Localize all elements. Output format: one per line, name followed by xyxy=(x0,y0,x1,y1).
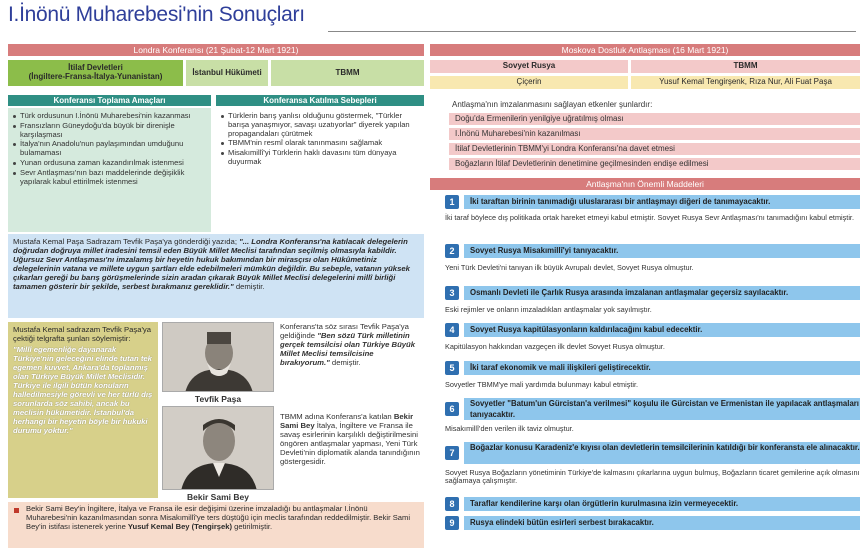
article-row xyxy=(435,323,860,337)
article-row xyxy=(435,398,860,420)
article-row xyxy=(435,244,860,258)
article-note: Kapitülasyon hakkından vazgeçen ilk devlet Sovyet Rusya olmuştur. xyxy=(445,342,665,351)
article-text: İki taraf ekonomik ve mali ilişkileri geliştirecektir. xyxy=(464,361,860,375)
factor-item: İtilaf Devletlerinin TBMM'yi Londra Konferansı'na davet etmesi xyxy=(449,143,860,155)
participation-box xyxy=(216,108,424,232)
yusuf-kemal-name: Yusuf Kemal Bey (Tengirşek) xyxy=(127,521,233,531)
tbmm-delegates-cell: Yusuf Kemal Tengirşenk, Rıza Nur, Ali Fuat Paşa xyxy=(631,76,860,89)
list-item: Yunan ordusuna zaman kazandırılmak istenmesi xyxy=(12,159,207,168)
reply-quote: "Millî egemenliğe dayanarak Türkiye'nin geleceğini elinde tutan tek egemen kuvvet, Ankara'da toplanmış olan Türkiye Büyük Millet Meclisidir. Türkiye ile ilgili bütün konuların halledilmesiyle görevli ve her türlü dış sorunlarda söz sahibi, ancak bu meclisin hükümetidir. İstanbul'da herhangi bir heyetin böyle bir hukuki durumu yoktur." xyxy=(13,345,153,435)
article-note: Yeni Türk Devleti'ni tanıyan ilk büyük Avrupalı devlet, Sovyet Rusya olmuştur. xyxy=(445,263,694,272)
bekir-sami-caption: Bekir Sami Bey xyxy=(187,492,249,502)
article-number: 2 xyxy=(445,244,459,258)
chicherin-cell: Çiçerin xyxy=(430,76,628,89)
participation-list xyxy=(220,112,420,167)
article-note: Eski rejimler ve onların imzaladıkları antlaşmalar yok sayılmıştır. xyxy=(445,305,652,314)
bottom-note xyxy=(8,502,424,548)
article-number: 8 xyxy=(445,497,459,511)
article-note: Misakımillî'den verilen ilk taviz olmuştur. xyxy=(445,424,574,433)
telegram-quote: "... Londra Konferansı'na katılacak delegelerin doğrudan doğruya millet iradesini temsil eden Büyük Millet Meclisi tarafından seçilmiş olmasıyla kabildir. Uğursuz Sevr Antlaşması'nı imzalamış bir heyetin hukuk bakımından bir mirasçısı olan Hükûmetiniz delegelerinin vatana ve millete uygun şartları elde edebilmeleri mümkün değildir. Bu sebeple, vatanın yüksek çıkarları gereği bu barış görüşmelerinde sizin aradan çıkarak Büyük Millet Meclisi delegelerini millî birliği tamamen gösterir bir şekilde, serbest bırakmanız gereklidir." xyxy=(13,237,410,291)
article-number: 3 xyxy=(445,286,459,300)
article-text: Rusya elindeki bütün esirleri serbest bırakacaktır. xyxy=(464,516,860,530)
bekir-text-a: TBMM adına Konferans'a katılan xyxy=(280,412,394,421)
moscow-header: Moskova Dostluk Antlaşması (16 Mart 1921) xyxy=(430,44,860,56)
article-text: İki taraftan birinin tanımadığı uluslararası bir antlaşmayı diğeri de tanımayacaktır. xyxy=(464,195,860,209)
article-row xyxy=(435,442,860,464)
bekir-name: Bekir Sami Bey xyxy=(280,412,414,430)
article-text: Taraflar kendilerine karşı olan örgütlerin kurulmasına izin vermeyecektir. xyxy=(464,497,860,511)
portrait-image xyxy=(163,323,274,392)
tevfik-pasa-photo xyxy=(162,322,274,392)
tevfik-quote: "Ben sözü Türk milletinin gerçek temsilcisi olan Türkiye Büyük Millet Meclisi temsilcisine bırakıyorum." xyxy=(280,331,416,367)
london-header: Londra Konferansı (21 Şubat-12 Mart 1921) xyxy=(8,44,424,56)
title-divider xyxy=(328,31,856,32)
participation-header: Konferansa Katılma Sebepleri xyxy=(216,95,424,106)
article-note: Sovyet Rusya Boğazların yönetiminin Türkiye'de kalmasını çıkarlarına uygun bulmuş, Boğazların ticaret gemilerine açık olmasını sağlamaya çalışmıştır. xyxy=(445,468,860,486)
article-number: 9 xyxy=(445,516,459,530)
article-text: Boğazlar konusu Karadeniz'e kıyısı olan devletlerin temsilcilerinin katıldığı bir konferansta ele alınacaktır. xyxy=(464,442,860,464)
portrait-image xyxy=(163,407,274,490)
entente-members: (İngiltere-Fransa-İtalya-Yunanistan) xyxy=(28,72,163,81)
article-row xyxy=(435,286,860,300)
list-item: TBMM'nin resmî olarak tanınmasını sağlamak xyxy=(220,139,420,148)
soviet-cell: Sovyet Rusya xyxy=(430,60,628,73)
reply-intro: Mustafa Kemal sadrazam Tevfik Paşa'ya çektiği telgrafta şunları söylemiştir: xyxy=(13,325,152,343)
bottom-text-a: Bekir Sami Bey'in İngiltere, İtalya ve Fransa ile esir değişimi üzerine imzaladığı bu antlaşmalar I.İnönü Muharebesi'nin kazanılmasından sonra Misakımillî'ye ters düştüğü için meclis tarafından reddedilmiştir. Bekir Sami Bey'in istifası istenerek yerine xyxy=(26,504,411,531)
page-title: I.İnönü Muharebesi'nin Sonuçları xyxy=(8,3,305,26)
entente-cell xyxy=(8,60,183,86)
article-number: 6 xyxy=(445,402,459,416)
factor-item: I.İnönü Muharebesi'nin kazanılması xyxy=(449,128,860,140)
bekir-sami-text xyxy=(280,412,424,498)
list-item: Fransızların Güneydoğu'da büyük bir direnişle karşılaşması xyxy=(12,122,207,140)
article-note: İki taraf böylece dış politikada ortak hareket etmeyi kabul etmiştir. Sovyet Rusya Sevr Antlaşması'nı tanımadığını kabul etmiştir. xyxy=(445,213,854,222)
factor-item: Boğazların İtilaf Devletlerinin denetimine geçilmesinden endişe edilmesi xyxy=(449,158,860,170)
telegram-end: demiştir. xyxy=(233,282,265,291)
tevfik-speech xyxy=(280,322,424,404)
list-item: Misakımillî'yi Türklerin haklı davasını tüm dünyaya duyurmak xyxy=(220,149,420,167)
reasons-box xyxy=(8,108,211,232)
list-item: Türklerin barış yanlısı olduğunu göstermek, "Türkler barışa yanaşmıyor, savaşı uzatıyorlar" diyerek yapılan propagandaları çürütmek xyxy=(220,112,420,138)
reasons-header: Konferansı Toplama Amaçları xyxy=(8,95,211,106)
istanbul-cell: İstanbul Hükümeti xyxy=(186,60,268,86)
article-row xyxy=(435,361,860,375)
bullet-square-icon xyxy=(14,508,19,513)
article-text: Sovyet Rusya kapitülasyonların kaldırılacağını kabul edecektir. xyxy=(464,323,860,337)
bottom-text-b: getirilmiştir. xyxy=(232,521,273,531)
bekir-text-b: İtalya, İngiltere ve Fransa ile savaş esirlerinin karşılıklı değiştirilmesini öngören antlaşmalar yapması, Yeni Türk Devleti'nin diplomatik alanda tanındığının göstergesidir. xyxy=(280,421,420,466)
tevfik-pasa-caption: Tevfik Paşa xyxy=(194,394,242,404)
list-item: Sevr Antlaşması'nın bazı maddelerinde değişiklik yapılarak kabul ettirilmek istenmesi xyxy=(12,169,207,187)
article-number: 4 xyxy=(445,323,459,337)
article-note: Sovyetler TBMM'ye mali yardımda bulunmayı kabul etmiştir. xyxy=(445,380,639,389)
telegram-intro: Mustafa Kemal Paşa Sadrazam Tevfik Paşa'ya gönderdiği yazıda; xyxy=(13,237,240,246)
article-number: 5 xyxy=(445,361,459,375)
reply-box xyxy=(8,322,158,498)
entente-label: İtilaf Devletleri xyxy=(68,63,123,73)
article-text: Osmanlı Devleti ile Çarlık Rusya arasında imzalanan antlaşmalar geçersiz sayılacaktır. xyxy=(464,286,860,300)
tevfik-intro: Konferans'ta söz sırası Tevfik Paşa'ya geldiğinde xyxy=(280,322,409,340)
reasons-list xyxy=(12,112,207,186)
article-row xyxy=(435,195,860,209)
list-item: Türk ordusunun I.İnönü Muharebesi'nin kazanması xyxy=(12,112,207,121)
article-number: 7 xyxy=(445,446,459,460)
bekir-sami-photo xyxy=(162,406,274,490)
list-item: İtalya'nın Anadolu'nun paylaşımından umduğunu bulamaması xyxy=(12,140,207,158)
tbmm-cell: TBMM xyxy=(271,60,424,86)
telegram-box xyxy=(8,234,424,318)
factors-intro: Antlaşma'nın imzalanmasını sağlayan etkenler şunlardır: xyxy=(452,100,653,109)
tevfik-end: demiştir. xyxy=(329,358,361,367)
article-text: Sovyet Rusya Misakımillî'yi tanıyacaktır. xyxy=(464,244,860,258)
factor-item: Doğu'da Ermenilerin yenilgiye uğratılmış olması xyxy=(449,113,860,125)
article-row xyxy=(435,516,860,530)
article-text: Sovyetler "Batum'un Gürcistan'a verilmesi" koşulu ile Gürcistan ve Ermenistan ile yapılacak antlaşmaları tanıyacaktır. xyxy=(464,398,860,420)
articles-header: Antlaşma'nın Önemli Maddeleri xyxy=(430,178,860,190)
article-number: 1 xyxy=(445,195,459,209)
tbmm-moscow-cell: TBMM xyxy=(631,60,860,73)
article-row xyxy=(435,497,860,511)
